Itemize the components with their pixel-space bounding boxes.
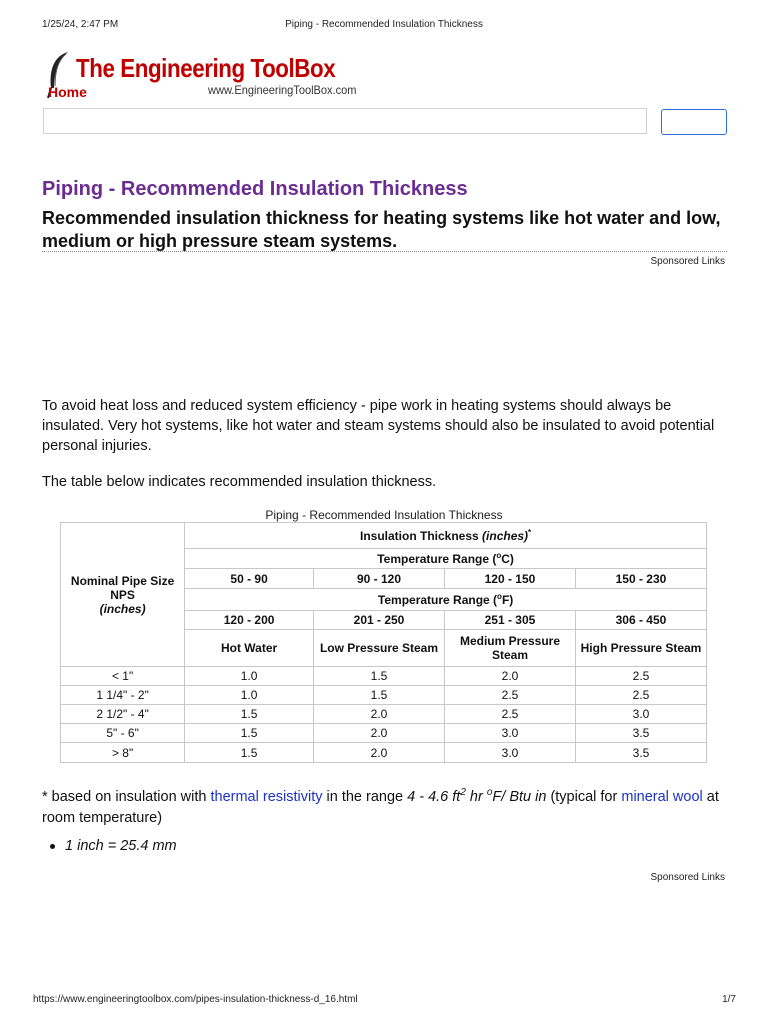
table-row xyxy=(61,667,707,686)
thickness-cell: 1.5 xyxy=(185,743,314,763)
sponsored-links-label: Sponsored Links xyxy=(650,256,725,267)
table-row xyxy=(61,724,707,743)
page-title: Piping - Recommended Insulation Thickness xyxy=(42,178,468,200)
table-row xyxy=(61,705,707,724)
site-url: www.EngineeringToolBox.com xyxy=(208,83,357,97)
nps-cell: > 8" xyxy=(61,743,185,763)
thickness-cell: 2.0 xyxy=(314,724,445,743)
thickness-cell: 1.5 xyxy=(185,724,314,743)
thickness-cell: 2.0 xyxy=(445,667,576,686)
title-divider xyxy=(42,251,727,252)
system-header: Low Pressure Steam xyxy=(314,630,445,667)
temp-c-header: Temperature Range ($^o$C) xyxy=(185,549,707,569)
temp-c-range: 150 - 230 xyxy=(575,569,706,589)
conversion-bullet: 1 inch = 25.4 mm xyxy=(50,838,177,854)
thickness-cell: 2.5 xyxy=(445,686,576,705)
system-header: Medium Pressure Steam xyxy=(445,630,576,667)
temp-f-range: 306 - 450 xyxy=(575,611,706,630)
search-button[interactable] xyxy=(661,109,727,135)
print-url: https://www.engineeringtoolbox.com/pipes-insulation-thickness-d_16.html xyxy=(33,994,358,1005)
nps-cell: < 1" xyxy=(61,667,185,686)
temp-f-range: 251 - 305 xyxy=(445,611,576,630)
mineral-wool-link[interactable]: mineral wool xyxy=(621,788,703,805)
sponsored-links-label: Sponsored Links xyxy=(650,872,725,883)
home-link[interactable]: Home xyxy=(48,84,87,100)
print-datetime: 1/25/24, 2:47 PM xyxy=(42,19,119,30)
thickness-cell: 1.0 xyxy=(185,667,314,686)
thickness-cell: 3.5 xyxy=(575,724,706,743)
thermal-resistivity-note: * based on insulation with thermal resistivity in the range 4 - 4.6 $ft^2$ hr $^o$F/ Btu in (typical for mineral wool at room temperature) xyxy=(42,787,719,826)
thickness-cell: 1.5 xyxy=(314,667,445,686)
print-doc-title: Piping - Recommended Insulation Thickness xyxy=(285,19,483,30)
print-page-number: 1/7 xyxy=(722,994,736,1005)
temp-c-range: 50 - 90 xyxy=(185,569,314,589)
nps-header: Nominal Pipe Size NPS (inches) xyxy=(61,523,185,667)
nps-cell: 1 1/4" - 2" xyxy=(61,686,185,705)
system-header: Hot Water xyxy=(185,630,314,667)
system-header: High Pressure Steam xyxy=(575,630,706,667)
thickness-cell: 3.0 xyxy=(445,743,576,763)
thickness-cell: 1.5 xyxy=(314,686,445,705)
temp-f-range: 120 - 200 xyxy=(185,611,314,630)
table-intro-paragraph: The table below indicates recommended insulation thickness. xyxy=(42,474,437,490)
table-row xyxy=(61,743,707,763)
thickness-cell: 2.5 xyxy=(575,686,706,705)
thermal-resistivity-link[interactable]: thermal resistivity xyxy=(210,788,323,805)
thickness-cell: 2.0 xyxy=(314,705,445,724)
page-subtitle: Recommended insulation thickness for heating systems like hot water and low, medium or high pressure steam systems. xyxy=(42,208,721,251)
temp-c-range: 120 - 150 xyxy=(445,569,576,589)
site-logo-title[interactable]: The Engineering ToolBox xyxy=(76,53,336,83)
temp-f-header: Temperature Range ($^o$F) xyxy=(185,589,707,611)
thickness-cell: 3.5 xyxy=(575,743,706,763)
thickness-cell: 2.5 xyxy=(575,667,706,686)
bullet-dot-icon xyxy=(50,844,55,849)
nps-cell: 5" - 6" xyxy=(61,724,185,743)
nps-cell: 2 1/2" - 4" xyxy=(61,705,185,724)
thickness-cell: 1.5 xyxy=(185,705,314,724)
thickness-cell: 3.0 xyxy=(575,705,706,724)
search-input[interactable] xyxy=(43,108,647,134)
thickness-cell: 2.5 xyxy=(445,705,576,724)
thickness-cell: 1.0 xyxy=(185,686,314,705)
temp-f-range: 201 - 250 xyxy=(314,611,445,630)
temp-c-range: 90 - 120 xyxy=(314,569,445,589)
thickness-header: Insulation Thickness (inches)* xyxy=(185,523,707,549)
thickness-cell: 3.0 xyxy=(445,724,576,743)
table-caption: Piping - Recommended Insulation Thickness xyxy=(265,508,503,522)
intro-paragraph: To avoid heat loss and reduced system efficiency - pipe work in heating systems should always be insulated. Very hot systems, like hot water and steam systems should also be insulated to avoid potential personal injuries. xyxy=(42,398,715,454)
table-row xyxy=(61,686,707,705)
insulation-table xyxy=(60,522,707,763)
thickness-cell: 2.0 xyxy=(314,743,445,763)
